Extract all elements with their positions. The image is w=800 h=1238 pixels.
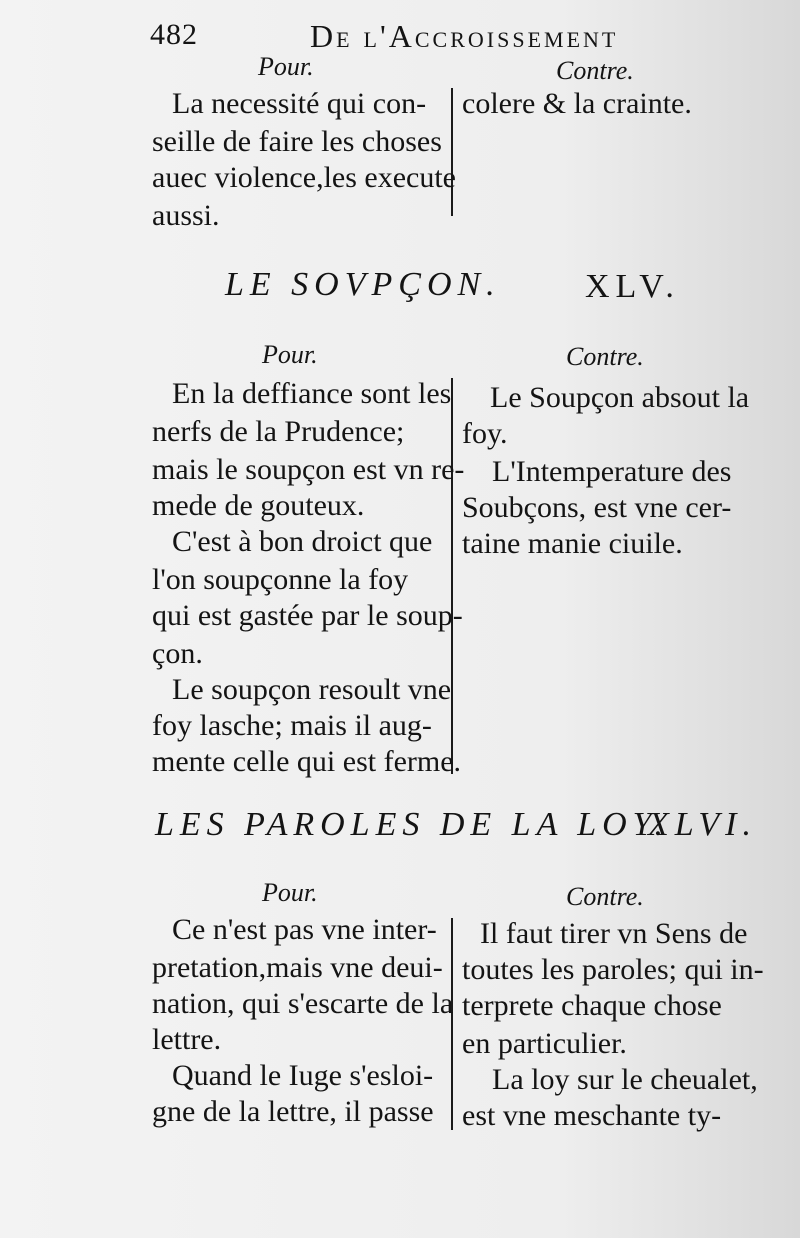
pour-line: l'on soupçonne la foy	[152, 563, 409, 596]
page-number: 482	[150, 18, 198, 51]
pour-line: auec violence,les execute	[152, 161, 456, 194]
contre-line: Il faut tirer vn Sens de	[480, 917, 748, 950]
column-divider	[451, 918, 453, 1130]
pour-line: foy lasche; mais il aug-	[152, 709, 432, 742]
contre-line: toutes les paroles; qui in-	[462, 953, 764, 986]
contre-line: foy.	[462, 417, 508, 450]
contre-label: Contre.	[566, 342, 644, 371]
column-divider	[451, 378, 453, 774]
contre-line: Le Soupçon absout la	[490, 381, 750, 414]
section-number: XLV.	[585, 268, 680, 305]
column-divider	[451, 88, 453, 216]
contre-line: La loy sur le cheualet,	[492, 1063, 758, 1096]
section-number: XLVI.	[648, 806, 758, 843]
contre-label: Contre.	[556, 56, 634, 85]
contre-line: est vne meschante ty-	[462, 1099, 722, 1132]
pour-line: seille de faire les choses	[152, 125, 442, 158]
pour-line: lettre.	[152, 1023, 222, 1056]
pour-line: Le soupçon resoult vne	[172, 673, 452, 706]
pour-line: qui est gastée par le soup-	[152, 599, 463, 632]
pour-line: pretation,mais vne deui-	[152, 951, 443, 984]
running-title: De l'Accroissement	[310, 18, 619, 54]
contre-line: en particulier.	[462, 1027, 627, 1060]
contre-line: colere & la crainte.	[462, 87, 692, 120]
pour-line: mede de gouteux.	[152, 489, 365, 522]
pour-label: Pour.	[258, 52, 314, 81]
pour-line: Ce n'est pas vne inter-	[172, 913, 437, 946]
pour-label: Pour.	[262, 878, 318, 907]
pour-line: En la deffiance sont les	[172, 377, 452, 410]
pour-line: nation, qui s'escarte de la	[152, 987, 454, 1020]
pour-line: Quand le Iuge s'esloi-	[172, 1059, 434, 1092]
page-header	[150, 14, 650, 54]
pour-line: gne de la lettre, il passe	[152, 1095, 434, 1128]
pour-line: nerfs de la Prudence;	[152, 415, 405, 448]
contre-label: Contre.	[566, 882, 644, 911]
section-title: LE SOVPÇON.	[225, 266, 501, 303]
contre-line: Soubçons, est vne cer-	[462, 491, 732, 524]
pour-line: C'est à bon droict que	[172, 525, 433, 558]
section-title: LES PAROLES DE LA LOY.	[155, 806, 669, 843]
contre-line: terprete chaque chose	[462, 989, 722, 1022]
pour-line: mais le soupçon est vn re-	[152, 453, 465, 486]
contre-line: taine manie ciuile.	[462, 527, 683, 560]
pour-line: çon.	[152, 637, 203, 670]
pour-line: mente celle qui est ferme.	[152, 745, 462, 778]
pour-line: aussi.	[152, 199, 220, 232]
pour-line: La necessité qui con-	[172, 87, 427, 120]
pour-label: Pour.	[262, 340, 318, 369]
contre-line: L'Intemperature des	[492, 455, 732, 488]
